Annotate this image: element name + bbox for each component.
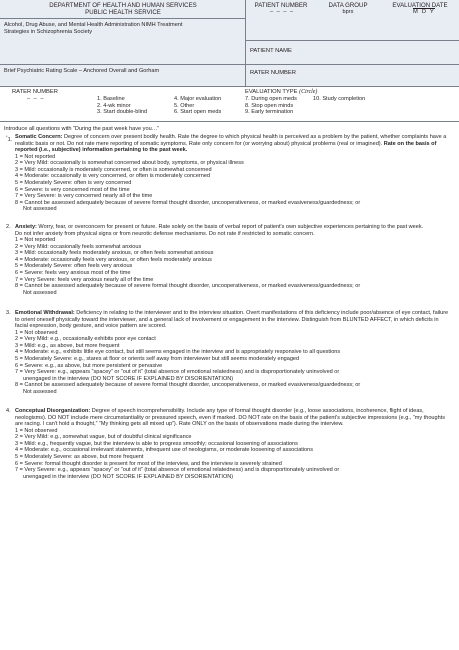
item-number: 3. <box>6 310 11 316</box>
rater-number-label: RATER NUMBER <box>12 89 58 95</box>
form-header <box>0 0 459 86</box>
scale-option[interactable]: 5 = Moderately Severe: as above, but more frequent <box>15 454 144 461</box>
item-number-text: 1. <box>7 136 13 143</box>
scale-option[interactable]: 8 = Cannot be assessed adequately because of severe formal thought disorder, uncooperativeness, or marked evasiveness/guardedness; or <box>15 283 361 290</box>
scale-option[interactable]: 6 = Severe: formal thought disorder is present for most of the interview, and the interview is severely strained <box>15 460 282 467</box>
scale-option[interactable]: 2 = Very Mild: occasionally is somewhat concerned about body, symptoms, or physical illness <box>15 160 244 167</box>
item-body <box>6 224 451 296</box>
scale-option[interactable]: 5 = Moderately Severe: often is very concerned <box>15 180 132 187</box>
rating-items-section <box>0 121 459 650</box>
scale-option[interactable]: 3 = Mild: occasionally is moderately concerned, or often is somewhat concerned <box>15 166 212 173</box>
item-scale <box>15 237 451 296</box>
header-divider <box>246 40 459 41</box>
scale-option[interactable]: 7 = Very Severe: e.g., appears “spacey” or “out of it” (total absence of emotional relatedness) and is disproportionately uninvolved or <box>15 369 340 376</box>
item-definition: Degree of concern over present bodily health. Rate the degree to which physical health is perceived as a problem by the patient, whether complaints have a realistic basis or not. Do not rate mere reporting of somatic symptoms. Rate only concern for (or worrying about) physical problems (real or imagined). <box>15 134 447 147</box>
scale-option[interactable]: 2 = Very Mild: e.g., occasionally exhibits poor eye contact <box>15 336 156 343</box>
scale-option[interactable]: 1 = Not reported <box>15 237 56 244</box>
item-body <box>6 134 451 213</box>
scale-option[interactable]: 3 = Mild: e.g., as above, but more frequent <box>15 342 120 349</box>
evaluation-type-title <box>245 89 317 95</box>
evaluation-type-heading: EVALUATION TYPE <box>245 89 298 95</box>
evaluation-option[interactable]: 5. Other <box>174 102 195 109</box>
item-definition: Worry, fear, or overconcern for present or future. Rate solely on the basis of verbal report of patient's own subjective experiences pertaining to the past week. <box>36 224 424 230</box>
rater-number-field-label: RATER NUMBER <box>250 70 296 76</box>
department-heading <box>0 2 246 16</box>
scale-option[interactable]: unengaged in the interview (DO NOT SCORE IF EXPLAINED BY DISORIENTATION) <box>23 473 234 480</box>
item-description <box>15 310 451 330</box>
item-term: Emotional Withdrawal: <box>15 310 75 316</box>
department-line-2: PUBLIC HEALTH SERVICE <box>85 9 161 17</box>
evaluation-option[interactable]: 8. Stop open minds <box>245 102 294 109</box>
patient-number-field[interactable]: – – – – <box>269 9 295 15</box>
scale-option[interactable]: 4 = Moderate: occasionally feels very anxious, or often feels moderately anxious <box>15 256 212 263</box>
scale-option[interactable]: 5 = Moderately Severe: often feels very anxious <box>15 263 133 270</box>
evaluation-option[interactable]: 9. Early termination <box>245 109 294 116</box>
rating-item-somatic-concern <box>6 134 451 213</box>
scale-option[interactable]: 6 = Severe: feels very anxious most of the time <box>15 270 131 277</box>
scale-option[interactable]: 7 = Very Severe: feels very anxious nearly all of the time <box>15 276 154 283</box>
rating-item-conceptual-disorganization <box>6 408 451 480</box>
patient-number-label: PATIENT NUMBER <box>254 2 308 9</box>
item-term: Conceptual Disorganization: <box>15 408 91 414</box>
item-number: 4. <box>6 408 11 414</box>
department-line-1: DEPARTMENT OF HEALTH AND HUMAN SERVICES <box>49 2 197 9</box>
evaluation-date-label: EVALUATION DATE <box>392 2 448 9</box>
evaluation-type-column-1 <box>97 96 147 116</box>
scale-option[interactable]: 8 = Cannot be assessed adequately because of severe formal thought disorder, uncooperativeness, or marked evasiveness/guardedness; or <box>15 199 361 206</box>
scale-option[interactable]: Not assessed <box>23 206 57 213</box>
agency-line-2: Strategies in Schizophrenia Society <box>4 28 92 35</box>
scale-option[interactable]: 6 = Severe: is very concerned most of the time <box>15 186 130 193</box>
evaluation-option[interactable]: 10. Study completion <box>313 96 366 102</box>
scale-option[interactable]: 1 = Not reported <box>15 153 56 160</box>
item-description <box>15 134 451 154</box>
agency-line-1: Alcohol, Drug Abuse, and Mental Health Administration NIMH Treatment <box>4 22 183 28</box>
item-term: Somatic Concern: <box>15 134 63 140</box>
scale-option[interactable]: 3 = Mild: e.g., frequently vague, but the interview is able to progress smoothly; occasional loosening of associations <box>15 440 298 447</box>
evaluation-type-column-2 <box>174 96 221 116</box>
evaluation-date-field[interactable]: M D Y <box>413 9 435 15</box>
evaluation-option[interactable]: 3. Start double-blind <box>97 109 148 116</box>
evaluation-type-column-3 <box>245 96 297 116</box>
form-title: Brief Psychiatric Rating Scale – Anchored Overall and Gorham <box>4 68 160 74</box>
evaluation-type-note: (Circle) <box>299 89 318 95</box>
evaluation-option[interactable]: 4. Major evaluation <box>174 96 222 102</box>
agency-heading <box>4 22 242 36</box>
item-extra: Do not infer anxiety from physical signs or from neurotic defense mechanisms. Do not rate if restricted to somatic concern. <box>15 230 315 237</box>
data-group-value: bprs <box>342 9 354 15</box>
item-scale <box>15 330 451 396</box>
scale-option[interactable]: Not assessed <box>23 289 57 296</box>
data-group-label: DATA GROUP <box>328 2 368 9</box>
scale-option[interactable]: 5 = Moderately Severe: e.g., stares at floor or orients self away from interviewer but still seems moderately engaged <box>15 356 300 363</box>
item-description <box>15 224 451 231</box>
scale-option[interactable]: 6 = Severe: e.g., as above, but more persistent or pervasive <box>15 362 163 369</box>
scale-option[interactable]: 3 = Mild: occasionally feels moderately anxious, or often feels somewhat anxious <box>15 250 214 257</box>
rating-item-anxiety <box>6 224 451 296</box>
intro-instruction: Introduce all questions with “During the past week have you…” <box>4 126 160 132</box>
item-body <box>6 310 451 396</box>
evaluation-option[interactable]: 1. Baseline <box>97 96 125 102</box>
item-marker: * <box>6 134 8 139</box>
scale-option[interactable]: 1 = Not observed <box>15 329 58 336</box>
scale-option[interactable]: Not assessed <box>23 388 57 395</box>
item-definition: Deficiency in relating to the interviewer and to the interview situation. Overt manifestations of this deficiency include poor/absence of eye contact, failure to orient oneself physically toward the interviewer, and a general lack of involvement or engagement in the interview. Distinguish from BLUNTED AFFECT, in which deficits in facial expression, body gesture, and voice pattern are scored. <box>15 310 449 330</box>
evaluation-option[interactable]: 7. During open meds <box>245 96 297 102</box>
item-scale <box>15 428 451 481</box>
item-description <box>15 408 451 428</box>
scale-option[interactable]: 1 = Not observed <box>15 427 58 434</box>
rater-number-field[interactable]: – – – <box>27 96 45 102</box>
scale-option[interactable]: 4 = Moderate: e.g., exhibits little eye contact, but still seems engaged in the interview and is appropriately responsive to all questions <box>15 349 341 356</box>
scale-option[interactable]: 7 = Very Severe: e.g., appears “spacey” or “out of it” (total absence of emotional relatedness) and is disproportionately uninvolved or <box>15 467 340 474</box>
item-number <box>6 134 12 143</box>
scale-option[interactable]: 4 = Moderate: occasionally is very concerned, or often is moderately concerned <box>15 173 211 180</box>
patient-name-label: PATIENT NAME <box>250 48 292 54</box>
evaluation-option[interactable]: 2. 4-wk minor <box>97 102 131 109</box>
item-term: Anxiety: <box>15 224 37 230</box>
scale-option[interactable]: unengaged in the interview (DO NOT SCORE IF EXPLAINED BY DISORIENTATION) <box>23 375 234 382</box>
item-number: 2. <box>6 224 11 230</box>
header-divider <box>0 64 246 65</box>
header-divider <box>246 64 459 65</box>
evaluation-option[interactable]: 6. Start open meds <box>174 109 222 116</box>
scale-option[interactable]: 7 = Very Severe: is very concerned nearly all of the time <box>15 193 153 200</box>
scale-option[interactable]: 8 = Cannot be assessed adequately because of severe formal thought disorder, uncooperativeness, or marked evasiveness/guardedness; or <box>15 382 361 389</box>
item-body <box>6 408 451 480</box>
item-definition: Degree of speech incomprehensibility. Include any type of formal thought disorder (e.g., loose associations, incoherence, flight of ideas, neologisms). DO NOT include mere circumstantiality or pressured speech, even if marked. DO NOT rate on the basis of the patient's subjective impressions (e.g., “my thoughts are racing. I can't hold a thought,” “My thinking gets all mixed up”). Rate ONLY on the basis of observations made during the interview. <box>15 408 445 428</box>
evaluation-type-column-4 <box>313 96 365 103</box>
item-emphasis: Rate on the basis of reported (i.e., subjective) information pertaining to the past week. <box>15 140 437 154</box>
rating-item-emotional-withdrawal <box>6 310 451 396</box>
scale-option[interactable]: 4 = Moderate: e.g., occasional irrelevant statements, infrequent use of neologisms, or moderate loosening of associations <box>15 447 314 454</box>
header-divider <box>0 18 246 19</box>
item-scale <box>15 154 451 213</box>
scale-option[interactable]: 2 = Very Mild: e.g., somewhat vague, but of doubtful clinical significance <box>15 434 192 441</box>
evaluation-type-section <box>0 86 459 121</box>
scale-option[interactable]: 2 = Very Mild: occasionally feels somewhat anxious <box>15 243 142 250</box>
